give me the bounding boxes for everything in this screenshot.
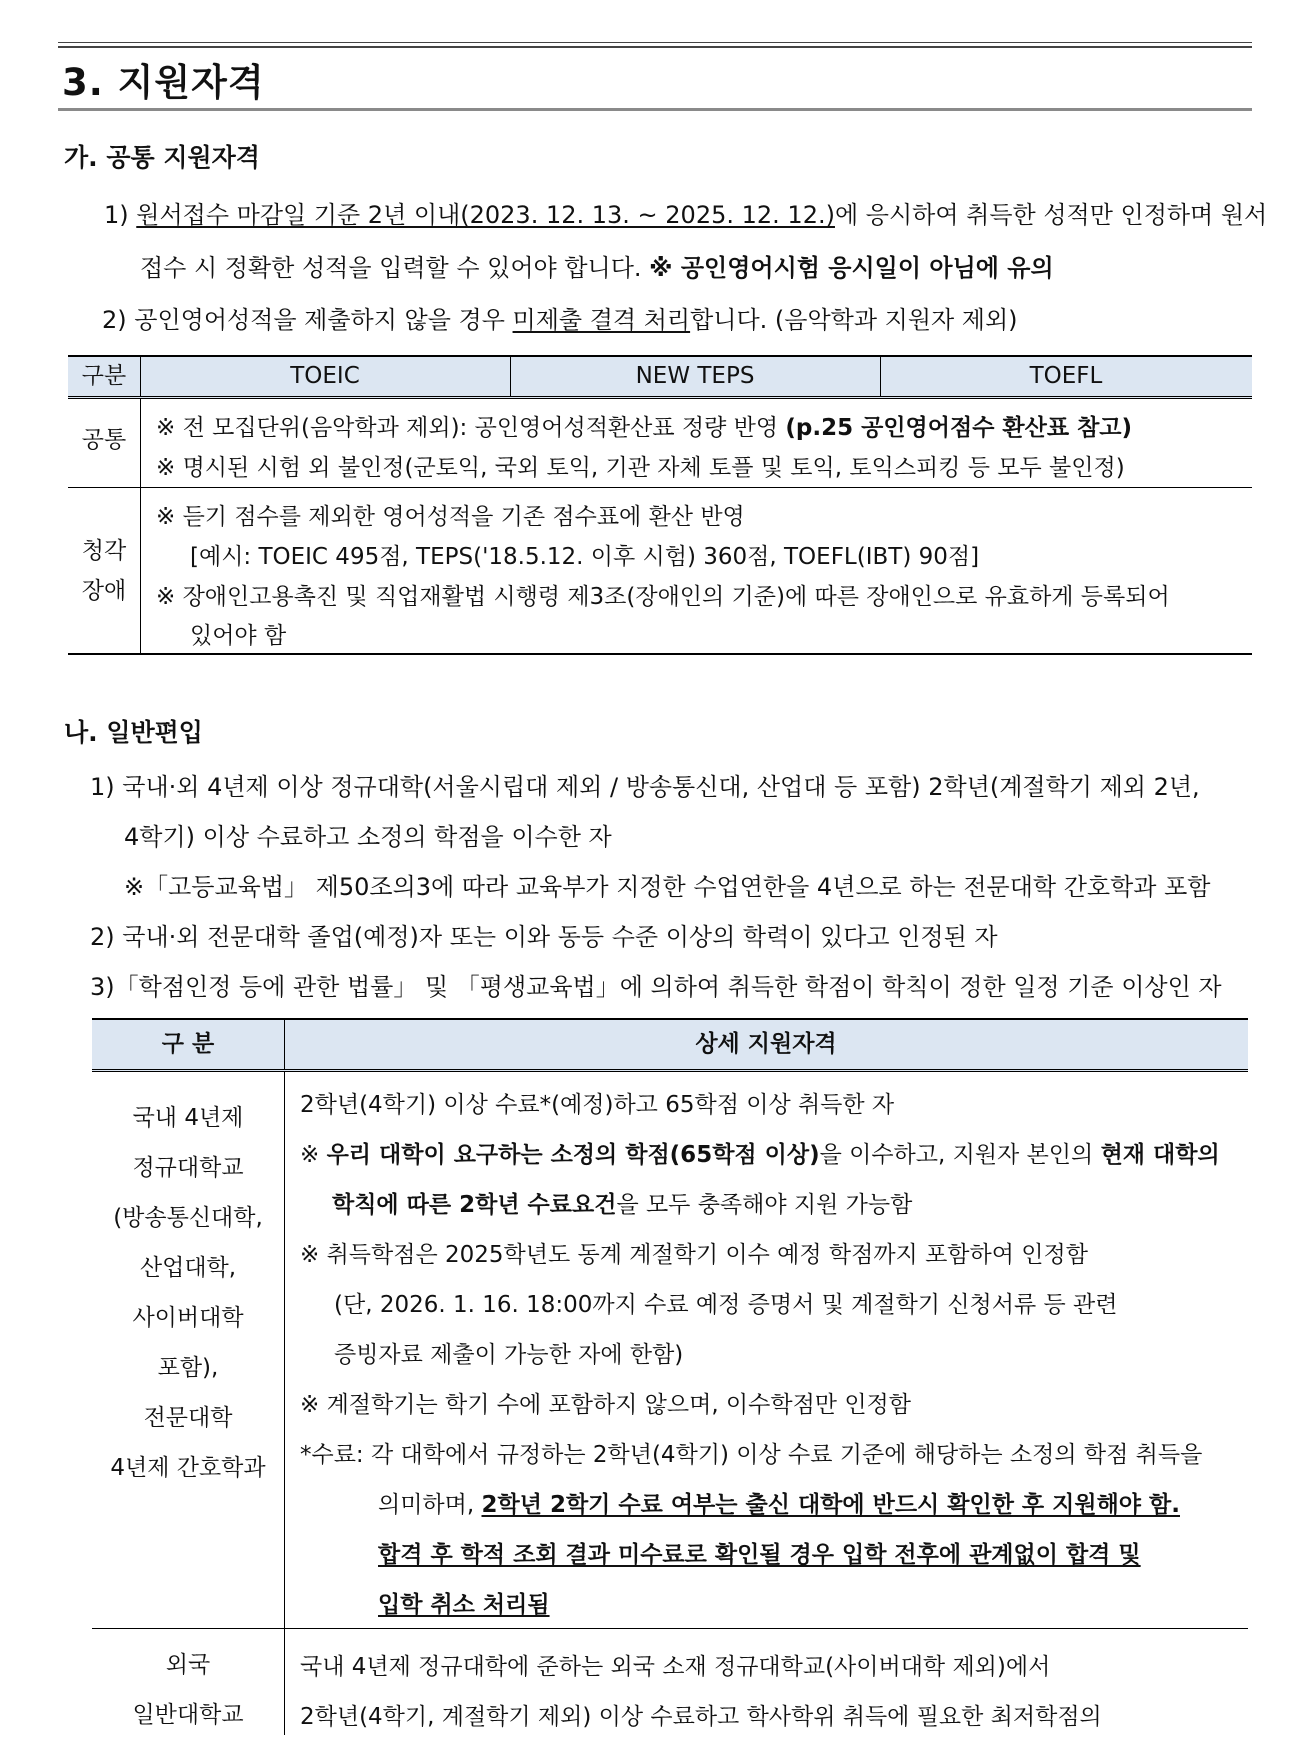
table2-row2-line-2: 2학년(4학기, 계절학기 제외) 이상 수료하고 학사학위 취득에 필요한 최저학점의: [300, 1704, 1102, 1730]
ga-item-1-rest: 에 응시하여 취득한 성적만 인정하며 원서: [834, 201, 1268, 229]
table1-header-row: [68, 355, 1252, 399]
table1-row1-line2: ※ 명시된 시험 외 불인정(군토익, 국외 토익, 기관 자체 토플 및 토익, 토익스피킹 등 모두 불인정): [156, 455, 1125, 481]
ga-item-1-continued: [140, 248, 1054, 283]
table1-header-divider: [510, 357, 511, 396]
table2-row2-line-1: 국내 4년제 정규대학에 준하는 외국 소재 정규대학교(사이버대학 제외)에서: [300, 1654, 1051, 1680]
table2-row1-label-line: 산업대학,: [139, 1255, 237, 1281]
table2-row1-line-11-underlined: 입학 취소 처리됨: [378, 1592, 550, 1618]
ga-item-1-number: 1): [104, 201, 137, 229]
na-item-2: 2) 국내·외 전문대학 졸업(예정)자 또는 이와 동등 수준 이상의 학력이 있다고 인정된 자: [90, 923, 998, 951]
table2-row2-label-line: 외국: [165, 1652, 211, 1678]
table2-row2-label-line: 일반대학교: [132, 1702, 244, 1728]
table2-row1-line-9-underlined: 2학년 2학기 수료 여부는 출신 대학에 반드시 확인한 후 지원해야 함.: [481, 1492, 1180, 1518]
table1-row2-line4: 있어야 함: [190, 623, 287, 649]
table1-label-divider: [140, 399, 141, 653]
table2-row1-line-9: [378, 1486, 1180, 1519]
ga-item-2: [102, 300, 1018, 335]
table2-row1-line-8: *수료: 각 대학에서 규정하는 2학년(4학기) 이상 수료 기준에 해당하는 소정의 학점 취득을: [300, 1442, 1203, 1468]
table2-header-row: [92, 1018, 1248, 1072]
table2-row1-label-line: 4년제 간호학과: [110, 1455, 266, 1481]
table2-row1-label-line: 전문대학: [143, 1405, 233, 1431]
table2-row1-label-line: (방송통신대학,: [113, 1205, 263, 1231]
heading-na: 나. 일반편입: [64, 718, 203, 747]
table2-row1-line-9-text: 의미하며,: [378, 1492, 482, 1518]
table1-bottom-rule: [68, 653, 1252, 655]
ga-item-1-cont-text: 접수 시 정확한 성적을 입력할 수 있어야 합니다.: [140, 254, 650, 282]
table1-header-teps: NEW TEPS: [635, 363, 755, 389]
ga-item-1-underlined: 원서접수 마감일 기준 2년 이내(2023. 12. 13. ~ 2025. 12. 12.): [136, 201, 835, 229]
table1-row2-line2: [예시: TOEIC 495점, TEPS('18.5.12. 이후 시험) 360점, TOEFL(IBT) 90점]: [190, 544, 980, 570]
table2-row1-line-1: 2학년(4학기) 이상 수료*(예정)하고 65학점 이상 취득한 자: [300, 1092, 895, 1118]
table1-row1-line1-bold: (p.25 공인영어점수 환산표 참고): [785, 415, 1133, 441]
table1-row1-line1-text: ※ 전 모집단위(음악학과 제외): 공인영어성적환산표 정량 반영: [156, 415, 786, 441]
table1-row2-line1: ※ 듣기 점수를 제외한 영어성적을 기존 점수표에 환산 반영: [156, 504, 745, 530]
table2-row1-line-2-bold-end: 현재 대학의: [1100, 1142, 1220, 1168]
table2-row1-line-7: ※ 계절학기는 학기 수에 포함하지 않으며, 이수학점만 인정함: [300, 1392, 911, 1418]
ga-item-2-underlined: 미제출 결격 처리: [512, 306, 691, 334]
table2-row1-label-line: 사이버대학: [132, 1305, 244, 1331]
table2-header-category: 구 분: [161, 1031, 215, 1057]
ga-item-1: [104, 195, 1267, 230]
table1-header-toeic: TOEIC: [290, 363, 360, 389]
table2-row-divider: [92, 1628, 1248, 1629]
table2-row1-line-3: [332, 1186, 912, 1219]
table2-row1-line-4: ※ 취득학점은 2025학년도 동계 계절학기 이수 예정 학점까지 포함하여 인정함: [300, 1242, 1088, 1268]
title-underline: [58, 108, 1252, 111]
table1-header-category: 구분: [81, 363, 127, 389]
table1-row1-line1: [156, 409, 1132, 442]
ga-item-2-text: 2) 공인영어성적을 제출하지 않을 경우: [102, 306, 513, 334]
table1-header-divider: [140, 357, 141, 396]
table2-row1-line-3-text: 을 모두 충족해야 지원 가능함: [616, 1192, 913, 1218]
table2-row1-line-6: 증빙자료 제출이 가능한 자에 한함): [334, 1342, 684, 1368]
table1-header-divider: [880, 357, 881, 396]
top-rule-thick: [58, 46, 1252, 48]
table1-header-toefl: TOEFL: [1029, 363, 1103, 389]
table2-row1-label-line: 국내 4년제: [132, 1105, 244, 1131]
table2-row1-label-line: 정규대학교: [132, 1155, 244, 1181]
table1-row2-label-2: 장애: [81, 578, 127, 604]
na-item-3: 3)「학점인정 등에 관한 법률」 및 「평생교육법」에 의하여 취득한 학점이 학칙이 정한 일정 기준 이상인 자: [90, 973, 1222, 1001]
table2-row1-line-3-bold: 학칙에 따른 2학년 수료요건: [332, 1192, 617, 1218]
table2-row1-line-5: (단, 2026. 1. 16. 18:00까지 수료 예정 증명서 및 계절학기 신청서류 등 관련: [334, 1292, 1118, 1318]
table2-row1-line-11: [378, 1586, 550, 1619]
ga-item-1-cont-bold: ※ 공인영어시험 응시일이 아님에 유의: [649, 254, 1054, 282]
heading-ga: 가. 공통 지원자격: [64, 143, 260, 172]
table2-header-details: 상세 지원자격: [695, 1031, 837, 1057]
top-rule: [58, 42, 1252, 43]
na-item-1-note: ※「고등교육법」 제50조의3에 따라 교육부가 지정한 수업연한을 4년으로 하는 전문대학 간호학과 포함: [124, 873, 1211, 901]
table2-header-divider: [284, 1020, 285, 1069]
table2-row1-label-line: 포함),: [157, 1355, 219, 1381]
table1-row2-line3: ※ 장애인고용촉진 및 직업재활법 시행령 제3조(장애인의 기준)에 따른 장애인으로 유효하게 등록되어: [156, 584, 1170, 610]
ga-item-2-rest: 합니다. (음악학과 지원자 제외): [690, 306, 1018, 334]
table2-row1-line-2-bold: 우리 대학이 요구하는 소정의 학점(65학점 이상): [326, 1142, 820, 1168]
table2-row1-line-10: [378, 1536, 1141, 1569]
table1-row2-label-1: 청각: [81, 538, 127, 564]
table2-row1-line-2-text: 을 이수하고, 지원자 본인의: [819, 1142, 1101, 1168]
table2-row1-line-2-mark: ※: [300, 1142, 327, 1168]
section-title: 3. 지원자격: [62, 61, 265, 104]
table1-row1-label: 공통: [81, 427, 127, 453]
table2-label-divider: [284, 1072, 285, 1735]
na-item-1-line-1: 1) 국내·외 4년제 이상 정규대학(서울시립대 제외 / 방송통신대, 산업대 등 포함) 2학년(계절학기 제외 2년,: [90, 773, 1200, 801]
na-item-1-line-2: 4학기) 이상 수료하고 소정의 학점을 이수한 자: [124, 823, 612, 851]
table2-row1-line-2: [300, 1136, 1220, 1169]
table2-row1-line-10-underlined: 합격 후 학적 조회 결과 미수료로 확인될 경우 입학 전후에 관계없이 합격 및: [378, 1542, 1141, 1568]
table1-row-divider: [68, 487, 1252, 488]
